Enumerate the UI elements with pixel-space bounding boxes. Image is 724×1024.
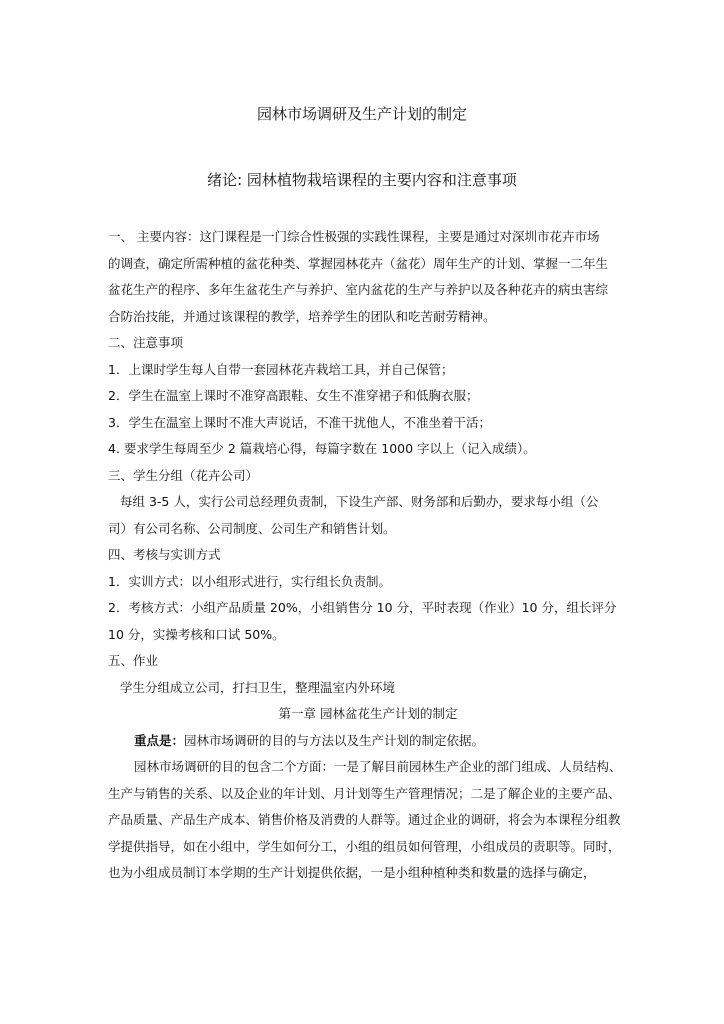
section-heading: 二、注意事项 [108, 335, 184, 350]
key-point-label: 重点是： [134, 732, 185, 748]
text-line: 的调查，确定所需种植的盆花种类、掌握园林花卉（盆花）周年生产的计划、掌握一二年生 [108, 255, 609, 271]
text-line: 一、 主要内容：这门课程是一门综合性极强的实践性课程，主要是通过对深圳市花卉市场 [108, 229, 600, 244]
list-item: 2．学生在温室上课时不准穿高跟鞋、女生不准穿裙子和低胸衣服； [108, 388, 479, 403]
chapter-heading: 第一章 园林盆花生产计划的制定 [278, 706, 458, 721]
text-line: 合防治技能，并通过该课程的教学，培养学生的团队和吃苦耐劳精神。 [108, 308, 496, 324]
key-point-text: 园林市场调研的目的与方法以及生产计划的制定依据。 [184, 732, 485, 748]
text-line: 生产与销售的关系、以及企业的年计划、月计划等生产管理情况；二是了解企业的主要产品、 [108, 785, 621, 801]
text-line: 盆花生产的程序、多年生盆花生产与养护、室内盆花的生产与养护以及各种花卉的病虫害综 [108, 282, 609, 297]
text-line: 学提供指导，如在小组中，学生如何分工，小组的组员如何管理，小组成员的责职等。同时， [108, 838, 621, 854]
list-item: 2．考核方式：小组产品质量 20%，小组销售分 10 分，平时表现（作业）10 分，组长评分 [108, 600, 617, 615]
section-heading-intro: 绪论: 园林植物栽培课程的主要内容和注意事项 [207, 171, 517, 189]
list-item: 4. 要求学生每周至少 2 篇栽培心得，每篇字数在 1000 字以上（记入成绩）。 [108, 441, 536, 456]
list-item: 1．实训方式：以小组形式进行，实行组长负责制。 [108, 573, 391, 589]
text-line: 学生分组成立公司，打扫卫生，整理温室内外环境 [120, 679, 396, 695]
document-title: 园林市场调研及生产计划的制定 [256, 105, 467, 123]
text-line: 司）有公司名称、公司制度、公司生产和销售计划。 [108, 520, 396, 536]
text-line: 园林市场调研的目的包含二个方面：一是了解目前园林生产企业的部门组成、人员结构、 [134, 759, 622, 774]
section-heading: 五、作业 [108, 653, 159, 668]
document-body [108, 224, 628, 887]
list-item: 3．学生在温室上课时不准大声说话，不准干扰他人，不准坐着干活； [108, 414, 491, 430]
key-point-line [108, 728, 628, 755]
text-line: 每组 3-5 人，实行公司总经理负责制，下设生产部、财务部和后勤办，要求每小组（公 [120, 494, 599, 509]
text-line: 10 分，实操考核和口试 50%。 [108, 626, 285, 642]
section-heading: 三、学生分组（花卉公司） [108, 467, 259, 483]
section-heading: 四、考核与实训方式 [108, 547, 221, 562]
text-line: 也为小组成员制订本学期的生产计划提供依据，一是小组种植种类和数量的选择与确定， [108, 865, 596, 880]
list-item: 1．上课时学生每人自带一套园林花卉栽培工具，并自己保管； [108, 361, 454, 377]
text-line: 产品质量、产品生产成本、销售价格及消费的人群等。通过企业的调研，将会为本课程分组教 [108, 812, 621, 827]
